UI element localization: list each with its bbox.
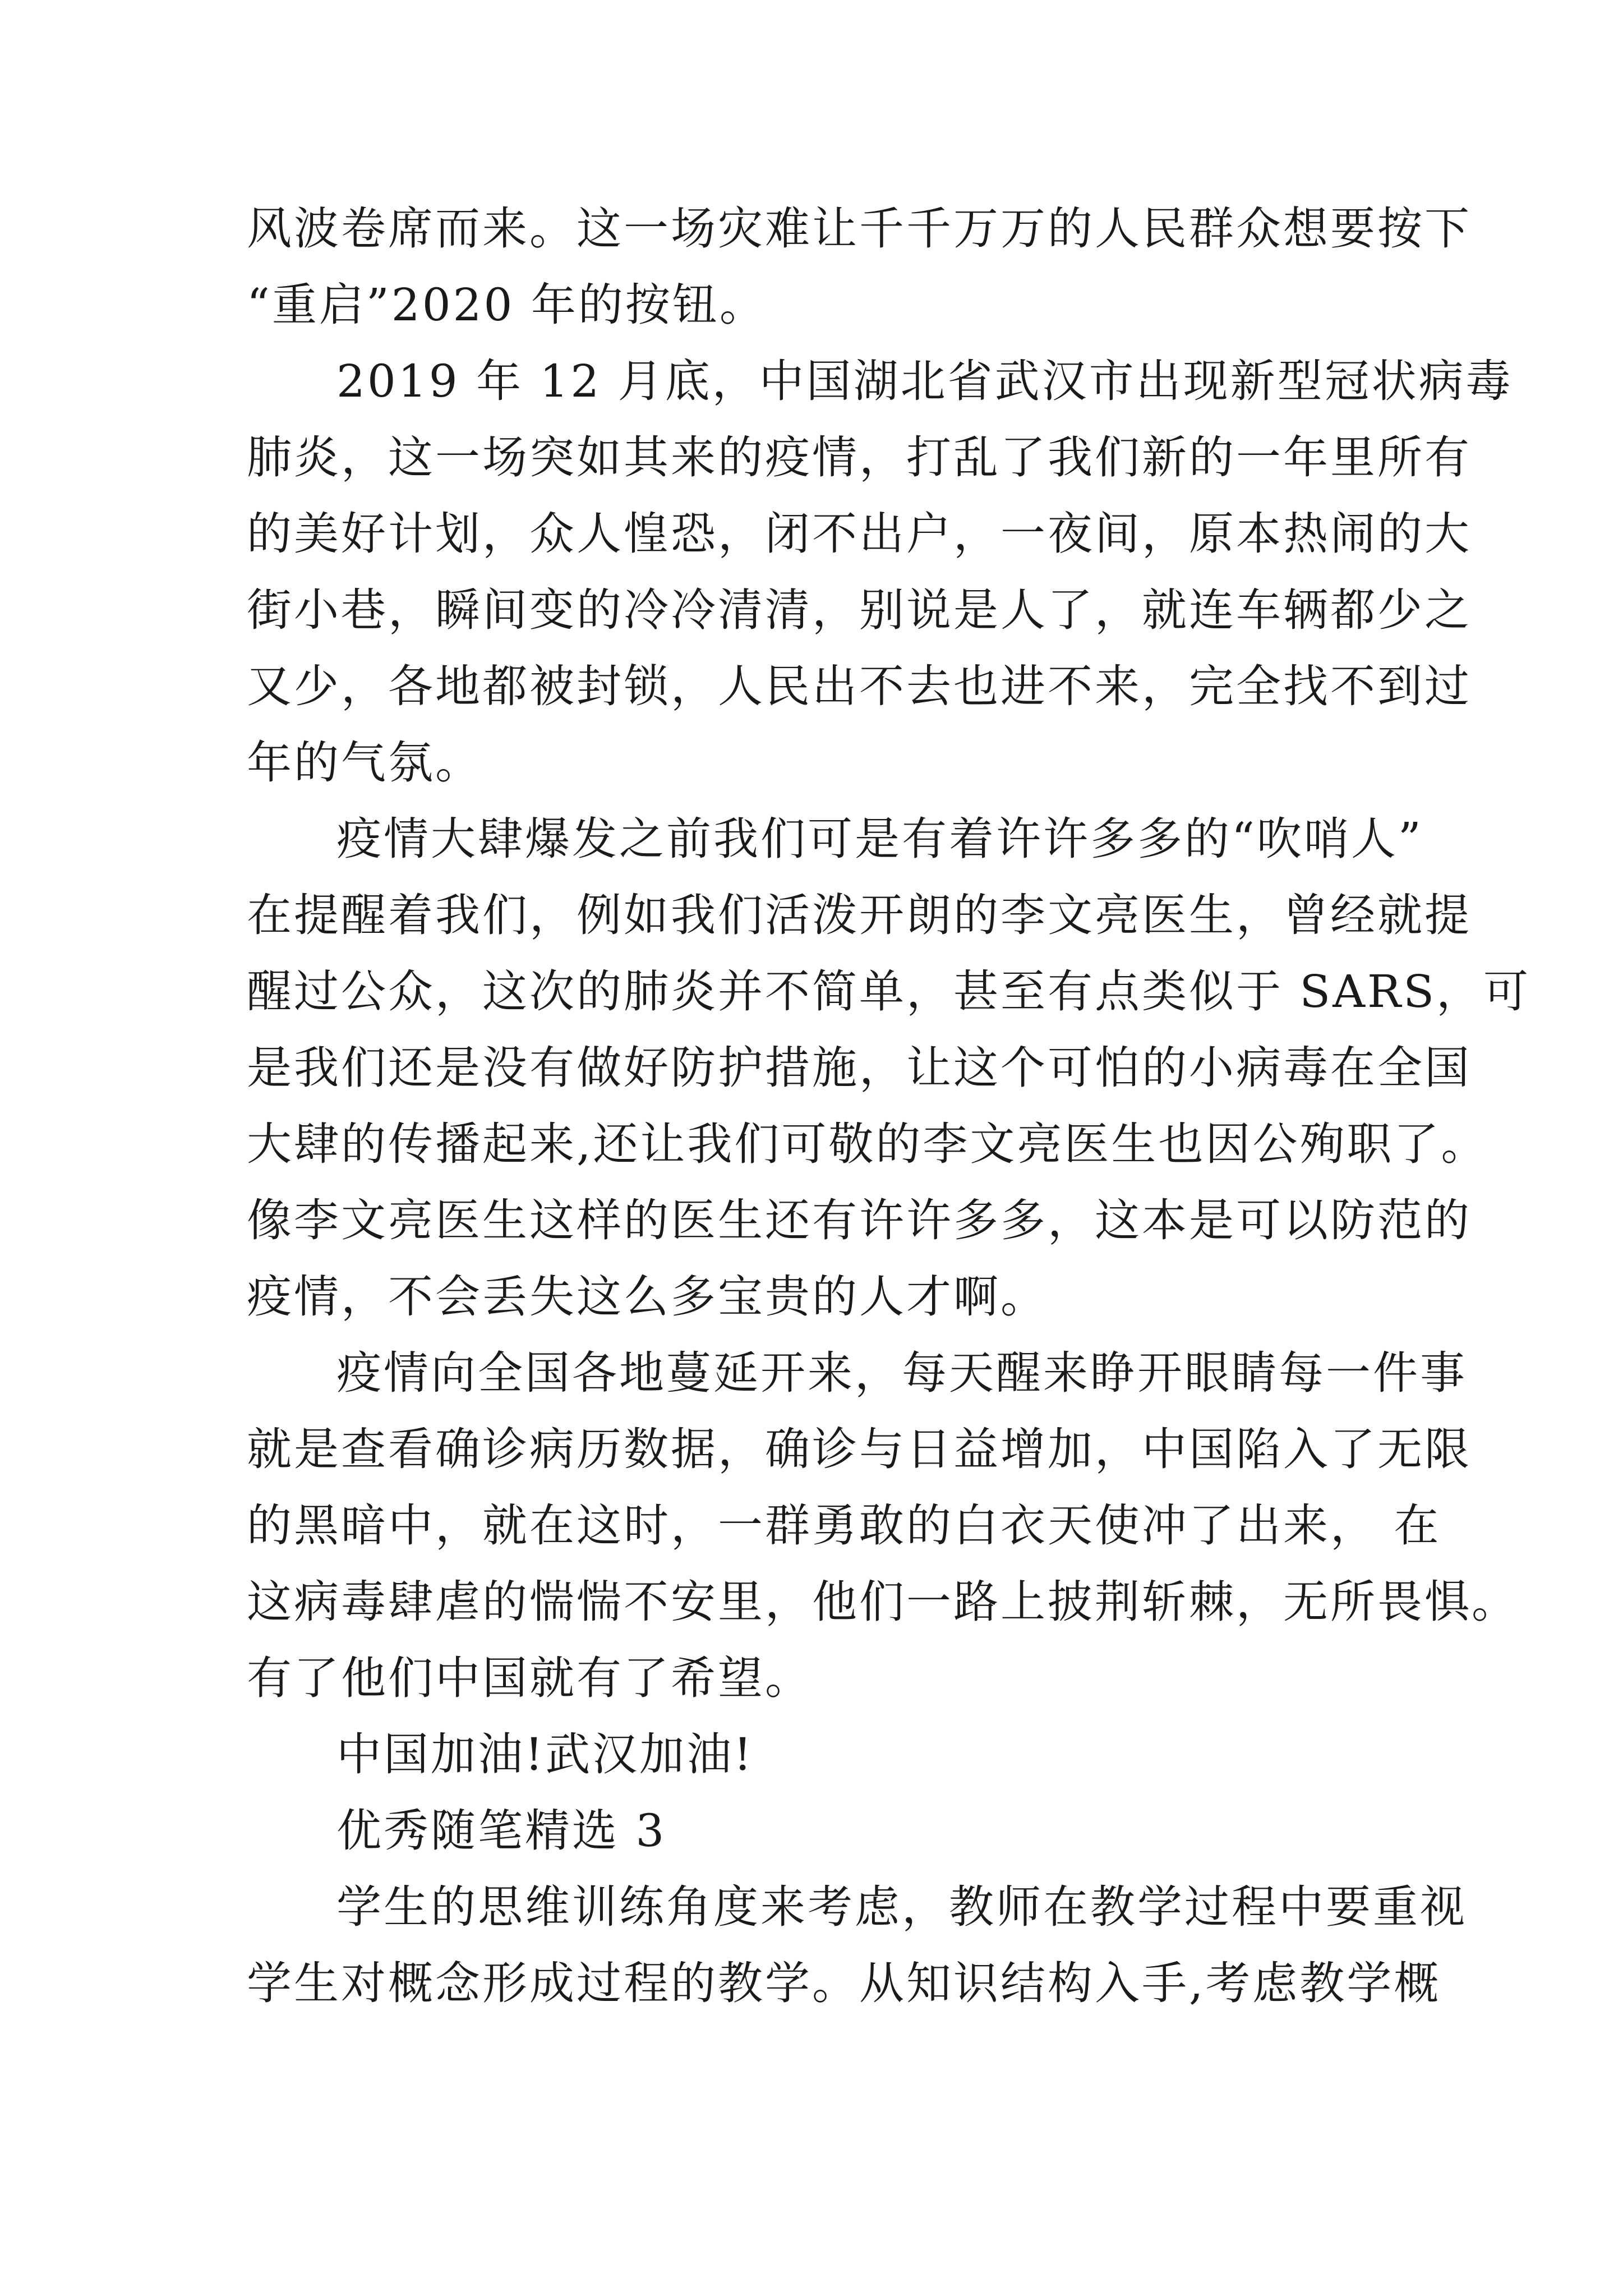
text-line: 的黑暗中，就在这时，一群勇敢的白衣天使冲了出来， 在: [247, 1499, 1441, 1552]
text-line: 的美好计划，众人惶恐，闭不出户，一夜间，原本热闹的大: [247, 508, 1472, 560]
text-line: “重启”2020 年的按钮。: [247, 279, 767, 331]
text-line: 这病毒肆虐的惴惴不安里，他们一路上披荆斩棘，无所畏惧。: [247, 1576, 1519, 1628]
text-line: 2019 年 12 月底，中国湖北省武汉市出现新型冠状病毒: [336, 355, 1513, 407]
text-line: 优秀随笔精选 3: [336, 1805, 667, 1857]
text-line: 学生的思维训练角度来考虑，教师在教学过程中要重视: [336, 1881, 1467, 1933]
text-line: 疫情大肆爆发之前我们可是有着许许多多的“吹哨人”: [336, 813, 1423, 865]
text-line: 就是查看确诊病历数据，确诊与日益增加，中国陷入了无限: [247, 1423, 1472, 1475]
text-line: 疫情，不会丢失这么多宝贵的人才啊。: [247, 1271, 1048, 1323]
text-line: 风波卷席而来。这一场灾难让千千万万的人民群众想要按下: [247, 203, 1472, 255]
text-line: 在提醒着我们，例如我们活泼开朗的李文亮医生，曾经就提: [247, 889, 1472, 941]
text-line: 大肆的传播起来,还让我们可敬的李文亮医生也因公殉职了。: [247, 1118, 1488, 1170]
text-line: 有了他们中国就有了希望。: [247, 1652, 812, 1704]
text-line: 肺炎，这一场突如其来的疫情，打乱了我们新的一年里所有: [247, 431, 1472, 484]
text-line: 中国加油!武汉加油!: [336, 1728, 754, 1780]
text-line: 街小巷，瞬间变的冷冷清清，别说是人了，就连车辆都少之: [247, 584, 1472, 636]
text-line: 疫情向全国各地蔓延开来，每天醒来睁开眼睛每一件事: [336, 1347, 1467, 1399]
text-line: 又少，各地都被封锁，人民出不去也进不来，完全找不到过: [247, 660, 1472, 712]
body-text: [247, 191, 1531, 2022]
text-line: 年的气氛。: [247, 737, 482, 789]
text-line: 醒过公众，这次的肺炎并不简单，甚至有点类似于 SARS，可: [247, 965, 1531, 1018]
text-line: 是我们还是没有做好防护措施，让这个可怕的小病毒在全国: [247, 1042, 1472, 1094]
text-line: 学生对概念形成过程的教学。从知识结构入手,考虑教学概: [247, 1957, 1441, 2009]
text-line: 像李文亮医生这样的医生还有许许多多，这本是可以防范的: [247, 1194, 1472, 1246]
